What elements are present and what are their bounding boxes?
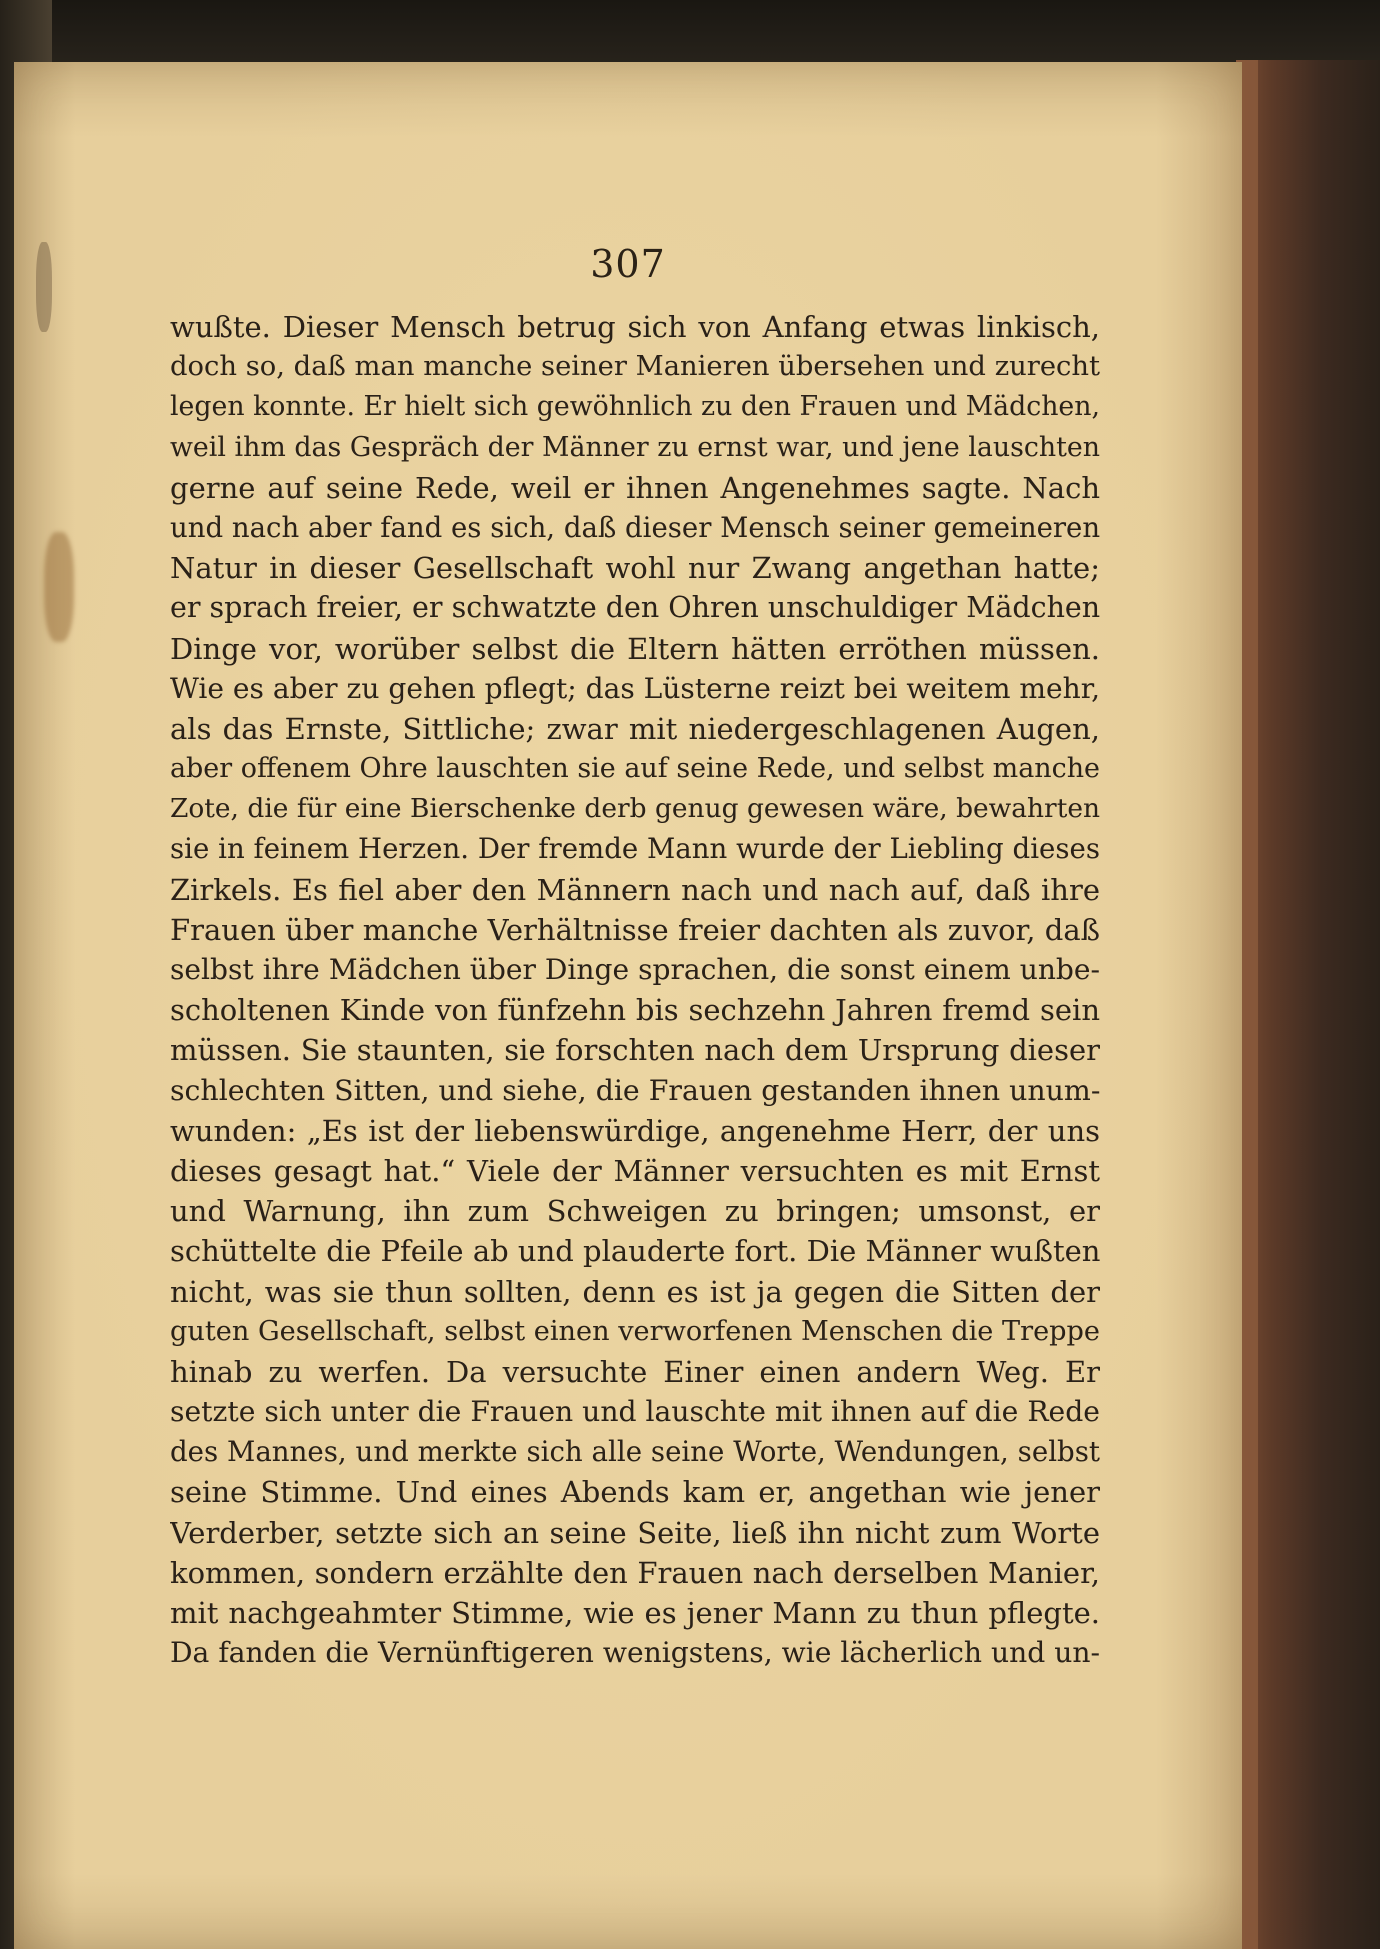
- text-line: seine Stimme. Und eines Abends kam er, angethan wie jener: [170, 1475, 1100, 1510]
- text-line: Dinge vor, worüber selbst die Eltern hätten erröthen müssen.: [170, 631, 1100, 666]
- book-page: [14, 62, 1242, 1949]
- text-line: wunden: „Es ist der liebenswürdige, angenehme Herr, der uns: [170, 1113, 1100, 1148]
- text-line: weil ihm das Gespräch der Männer zu ernst war, und jene lauschten: [170, 431, 1100, 463]
- text-line: als das Ernste, Sittliche; zwar mit niedergeschlagenen Augen,: [170, 711, 1100, 746]
- text-line: Zirkels. Es fiel aber den Männern nach und nach auf, daß ihre: [170, 872, 1100, 907]
- text-line: mit nachgeahmter Stimme, wie es jener Mann zu thun pflegte.: [170, 1596, 1100, 1630]
- page-stain: [44, 532, 74, 642]
- text-line: dieses gesagt hat.“ Viele der Männer versuchten es mit Ernst: [170, 1153, 1100, 1188]
- text-line: Wie es aber zu gehen pflegt; das Lüsterne reizt bei weitem mehr,: [170, 671, 1100, 705]
- body-text: [170, 307, 1100, 1673]
- text-line: aber offenem Ohre lauschten sie auf seine Rede, und selbst manche: [170, 753, 1100, 785]
- text-line: er sprach freier, er schwatzte den Ohren unschuldiger Mädchen: [170, 591, 1100, 625]
- text-line: Natur in dieser Gesellschaft wohl nur Zwang angethan hatte;: [170, 551, 1100, 586]
- text-line: wußte. Dieser Mensch betrug sich von Anfang etwas linkisch,: [170, 310, 1100, 344]
- text-line: des Mannes, und merkte sich alle seine Worte, Wendungen, selbst: [170, 1435, 1100, 1469]
- text-line: sie in feinem Herzen. Der fremde Mann wurde der Liebling dieses: [170, 832, 1100, 866]
- page-number: 307: [590, 242, 666, 286]
- text-line: Da fanden die Vernünftigeren wenigstens, wie lächerlich und un-: [170, 1636, 1100, 1670]
- text-line: gerne auf seine Rede, weil er ihnen Angenehmes sagte. Nach: [170, 470, 1100, 505]
- text-line: selbst ihre Mädchen über Dinge sprachen, die sonst einem unbe-: [170, 953, 1100, 986]
- text-line: und nach aber fand es sich, daß dieser Mensch seiner gemeineren: [170, 511, 1100, 544]
- text-line: setzte sich unter die Frauen und lauschte mit ihnen auf die Rede: [170, 1395, 1100, 1429]
- text-line: müssen. Sie staunten, sie forschten nach dem Ursprung dieser: [170, 1033, 1100, 1068]
- text-line: hinab zu werfen. Da versuchte Einer einen andern Weg. Er: [170, 1354, 1100, 1389]
- text-line: schlechten Sitten, und siehe, die Frauen gestanden ihnen unum-: [170, 1073, 1100, 1107]
- text-line: scholtenen Kinde von fünfzehn bis sechzehn Jahren fremd sein: [170, 993, 1100, 1028]
- text-line: nicht, was sie thun sollten, denn es ist ja gegen die Sitten der: [170, 1274, 1100, 1309]
- text-line: schüttelte die Pfeile ab und plauderte fort. Die Männer wußten: [170, 1234, 1100, 1269]
- text-line: doch so, daß man manche seiner Manieren übersehen und zurecht: [170, 351, 1100, 383]
- text-line: und Warnung, ihn zum Schweigen zu bringen; umsonst, er: [170, 1194, 1100, 1229]
- text-line: guten Gesellschaft, selbst einen verworfenen Menschen die Treppe: [170, 1315, 1100, 1347]
- text-line: legen konnte. Er hielt sich gewöhnlich zu den Frauen und Mädchen,: [170, 391, 1100, 423]
- text-line: Zote, die für eine Bierschenke derb genug gewesen wäre, bewahrten: [170, 793, 1100, 825]
- text-line: kommen, sondern erzählte den Frauen nach derselben Manier,: [170, 1555, 1100, 1590]
- text-line: Verderber, setzte sich an seine Seite, ließ ihn nicht zum Worte: [170, 1515, 1100, 1550]
- text-line: Frauen über manche Verhältnisse freier dachten als zuvor, daß: [170, 912, 1100, 947]
